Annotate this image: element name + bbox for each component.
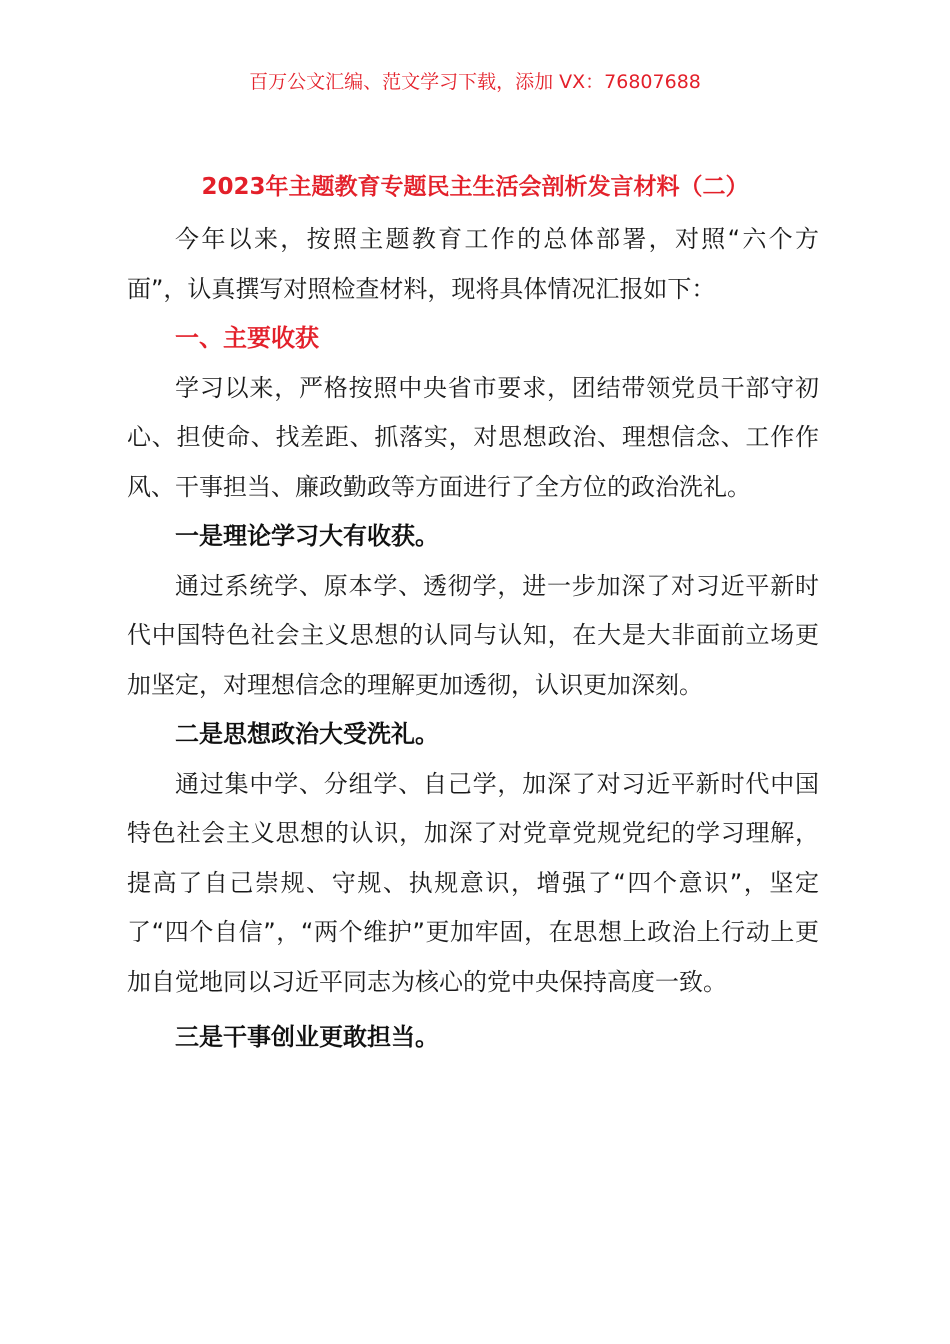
section-heading-main-gains: 一、主要收获 bbox=[175, 324, 319, 352]
point-heading-responsibility: 三是干事创业更敢担当。 bbox=[175, 1023, 439, 1051]
document-title: 2023年主题教育专题民主生活会剖析发言材料（二） bbox=[201, 174, 749, 200]
point-paragraph-theory-study: 通过系统学、原本学、透彻学，进一步加深了对习近平新时代中国特色社会主义思想的认同与认知，在大是大非面前立场更加坚定，对理想信念的理解更加透彻，认识更加深刻。 bbox=[127, 571, 819, 699]
point-paragraph-ideology: 通过集中学、分组学、自己学，加深了对习近平新时代中国特色社会主义思想的认识，加深了对党章党规党纪的学习理解，提高了自己崇规、守规、执规意识，增强了“四个意识”，坚定了“四个自信”，“两个维护”更加牢固，在思想上政治上行动上更加自觉地同以习近平同志为核心的党中央保持高度一致。 bbox=[127, 769, 819, 996]
intro-paragraph: 今年以来，按照主题教育工作的总体部署，对照“六个方面”，认真撰写对照检查材料，现将具体情况汇报如下： bbox=[127, 225, 819, 303]
document-body bbox=[127, 215, 819, 1063]
point-heading-ideology: 二是思想政治大受洗礼。 bbox=[175, 720, 439, 748]
section-intro-paragraph: 学习以来，严格按照中央省市要求，团结带领党员干部守初心、担使命、找差距、抓落实，对思想政治、理想信念、工作作风、干事担当、廉政勤政等方面进行了全方位的政治洗礼。 bbox=[127, 373, 819, 501]
header-note: 百万公文汇编、范文学习下载，添加 VX：76807688 bbox=[249, 71, 701, 93]
point-heading-theory-study: 一是理论学习大有收获。 bbox=[175, 522, 439, 550]
